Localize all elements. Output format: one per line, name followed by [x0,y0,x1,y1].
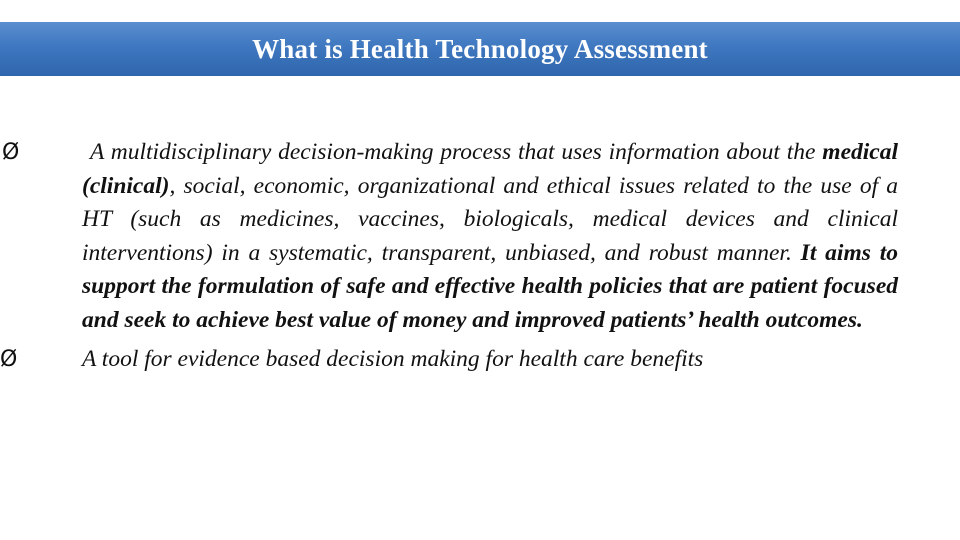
bullet-item-2 [0,343,898,377]
bullet-1-text-b: , social, economic, organizational and ethical issues related to the use of a HT (such as medicines, vaccines, biologicals, medical devices and clinical interventions) in a systematic, transparent, unbiased, and robust manner. [82,172,898,266]
bullet-1-bold-a: medical (clinical) [82,139,898,199]
title-bar [0,22,960,76]
arrow-bullet-icon: Ø [2,140,20,165]
arrow-bullet-icon: Ø [0,347,18,372]
bullet-item-1 [2,136,898,337]
bullet-1-bold-b: It aims to support the formulation of safe and effective health policies that are patient focused and seek to achieve best value of money and improved patients’ health outcomes. [82,239,898,333]
bullet-2-text: A tool for evidence based decision making for health care benefits [82,346,704,372]
bullet-list [0,136,898,377]
bullet-1-text-a: A multidisciplinary decision-making process that uses information about the [90,139,823,165]
slide-title: What is Health Technology Assessment [252,33,708,64]
